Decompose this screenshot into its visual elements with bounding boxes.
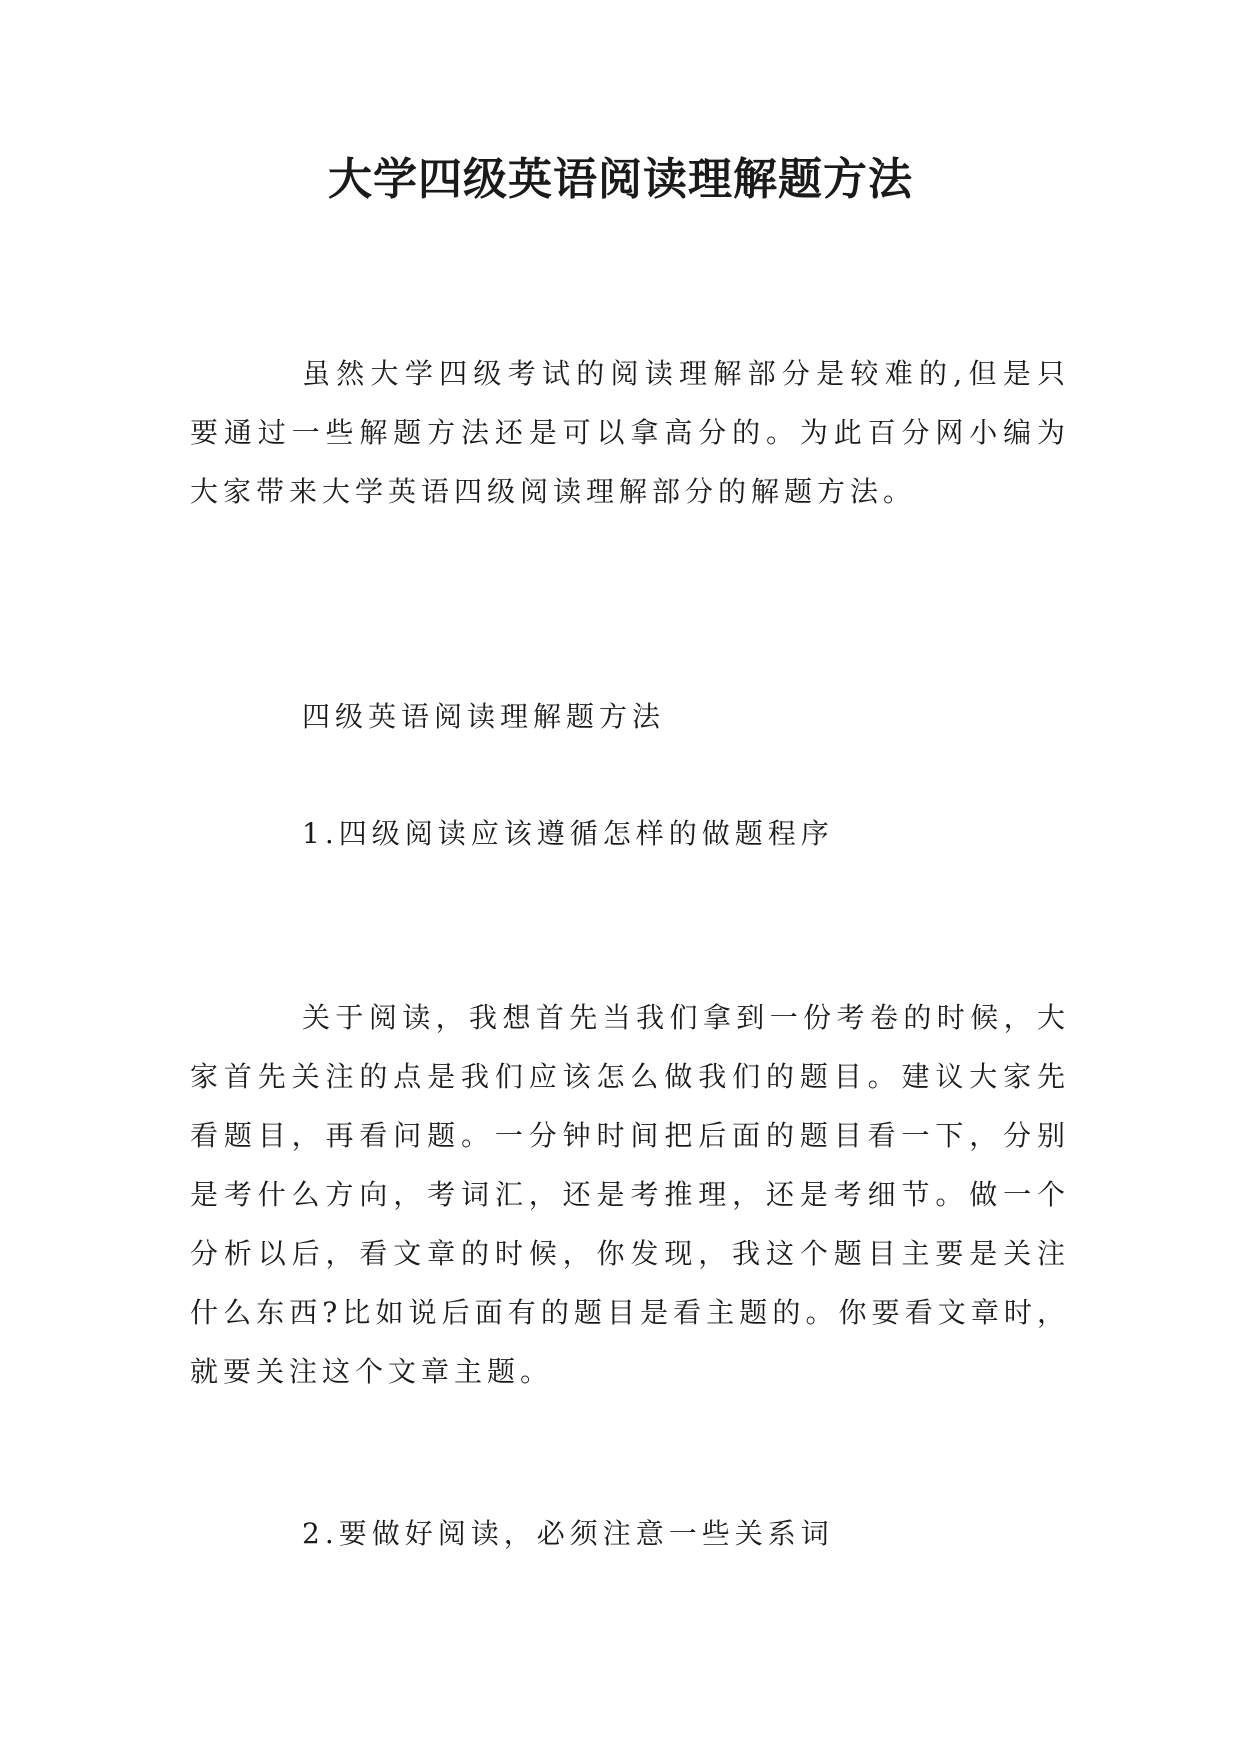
item-1-heading: 1.四级阅读应该遵循怎样的做题程序 — [302, 817, 834, 850]
section-heading: 四级英语阅读理解题方法 — [302, 700, 666, 733]
page-title: 大学四级英语阅读理解题方法 — [328, 154, 913, 205]
intro-paragraph: 虽然大学四级考试的阅读理解部分是较难的,但是只要通过一些解题方法还是可以拿高分的。为此百分网小编为大家带来大学英语四级阅读理解部分的解题方法。 — [190, 357, 1070, 508]
item-1-paragraph: 关于阅读，我想首先当我们拿到一份考卷的时候，大家首先关注的点是我们应该怎么做我们的题目。建议大家先看题目，再看问题。一分钟时间把后面的题目看一下，分别是考什么方向，考词汇，还是考推理，还是考细节。做一个分析以后，看文章的时候，你发现，我这个题目主要是关注什么东西?比如说后面有的题目是看主题的。你要看文章时，就要关注这个文章主题。 — [190, 1001, 1070, 1388]
item-2-heading: 2.要做好阅读，必须注意一些关系词 — [302, 1517, 834, 1550]
